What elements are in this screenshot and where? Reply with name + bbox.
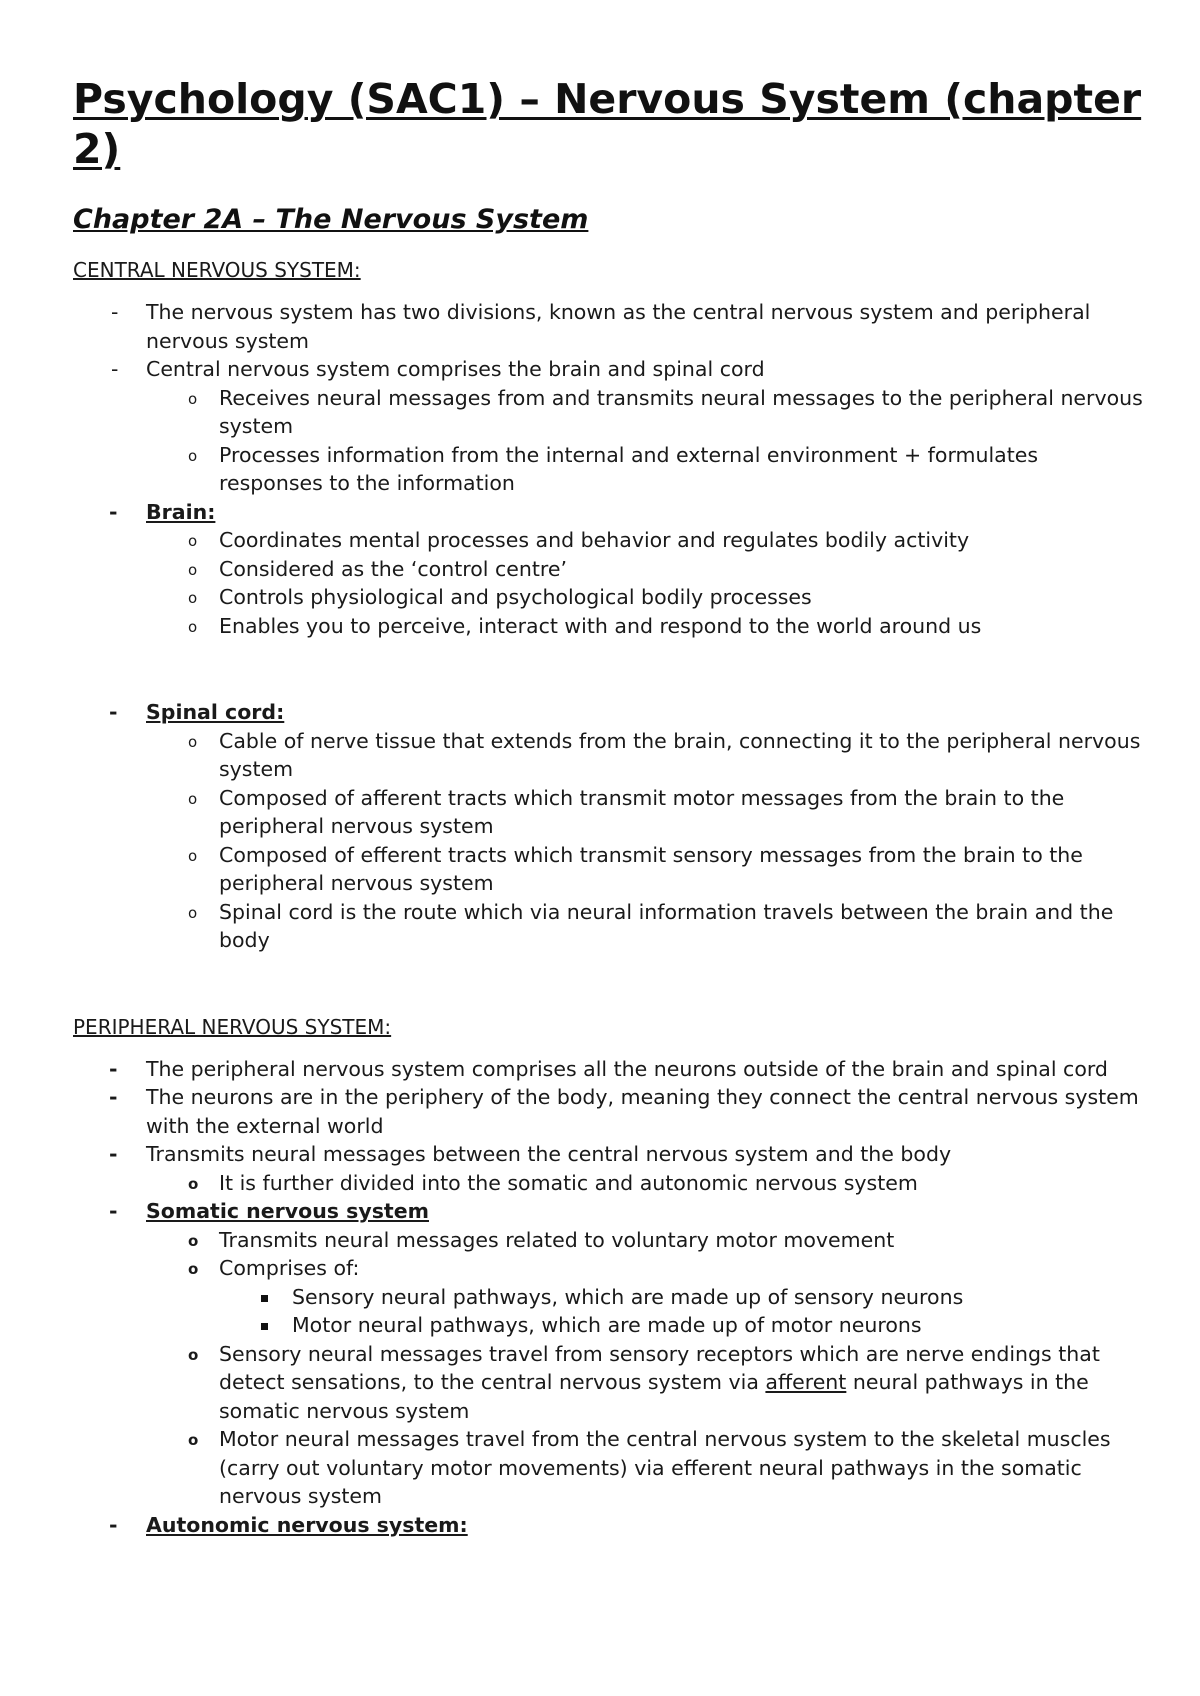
sublist-item: o Enables you to perceive, interact with and respond to the world around us: [146, 612, 1143, 641]
circle-bullet-icon: o: [188, 589, 198, 607]
sublist-item: o Comprises of: Sensory neural pathways, which are made up of sensory neurons Motor neural pathways, which are made up of motor neurons: [146, 1254, 1143, 1340]
list-item: - Central nervous system comprises the brain and spinal cord o Receives neural messages from and transmits neural messages to the peripheral nervous system o Processes information from the internal and external environment + formulates responses to the information: [73, 355, 1143, 498]
circle-bullet-icon: o: [188, 1174, 199, 1193]
sublist: [146, 1169, 1143, 1198]
list-item: - The neurons are in the periphery of the body, meaning they connect the central nervous system with the external world: [109, 1085, 1139, 1138]
sublist-item: o Motor neural messages travel from the central nervous system to the skeletal muscles (carry out voluntary motor movements) via efferent neural pathways in the somatic nervous system: [188, 1427, 1111, 1508]
sublist-item: o Composed of afferent tracts which transmit motor messages from the brain to the peripheral nervous system: [188, 785, 1065, 838]
circle-bullet-icon: o: [188, 446, 198, 465]
autonomic-label: Autonomic nervous system:: [146, 1512, 468, 1537]
list-item: [73, 698, 1143, 955]
circle-bullet-icon: o: [188, 532, 198, 550]
chapter-heading: Chapter 2A – The Nervous System: [73, 204, 589, 235]
brain-label: Brain:: [146, 499, 216, 524]
cns-list: [73, 298, 1143, 955]
list-item: - Transmits neural messages between the central nervous system and the body o It is further divided into the somatic and autonomic nervous system: [73, 1140, 1143, 1197]
sublist: [146, 384, 1143, 498]
spinal-cord-label: Spinal cord:: [146, 700, 285, 724]
dash-marker: -: [111, 300, 119, 324]
sublist-item: o Considered as the ‘control centre’: [146, 555, 1143, 584]
dash-marker: -: [109, 1512, 118, 1537]
circle-bullet-icon: o: [188, 1260, 199, 1278]
dash-marker: -: [109, 1199, 118, 1223]
spacer: [73, 640, 1143, 698]
sublist: [146, 1226, 1143, 1511]
dash-marker: -: [109, 499, 118, 524]
sublist-item: o Composed of efferent tracts which transmit sensory messages from the brain to the peripheral nervous system: [188, 842, 1083, 895]
sublist-item: o Transmits neural messages related to voluntary motor movement: [146, 1226, 1143, 1255]
sublist: [146, 526, 1143, 640]
list-item: [73, 498, 1143, 641]
pns-list: [73, 1055, 1143, 1540]
sublist: [146, 727, 1143, 955]
list-item: [73, 1197, 1143, 1511]
sublist-item: o Sensory neural messages travel from sensory receptors which are nerve endings that detect sensations, to the central nervous system via afferent neural pathways in the somatic nervous system: [188, 1341, 1100, 1423]
sublist-item: o Coordinates mental processes and behavior and regulates bodily activity: [146, 526, 1143, 555]
circle-bullet-icon: o: [188, 1231, 199, 1250]
circle-bullet-icon: o: [188, 1431, 199, 1449]
sub-sublist-item: Motor neural pathways, which are made up of motor neurons: [219, 1311, 1143, 1340]
dash-marker: -: [109, 1056, 118, 1081]
list-item: - The peripheral nervous system comprises all the neurons outside of the brain and spinal cord: [73, 1055, 1143, 1084]
circle-bullet-icon: o: [188, 903, 198, 922]
document-page: [73, 60, 1143, 1539]
circle-bullet-icon: o: [188, 1345, 199, 1364]
circle-bullet-icon: o: [188, 846, 198, 865]
cns-heading: CENTRAL NERVOUS SYSTEM:: [73, 258, 361, 282]
circle-bullet-icon: o: [188, 389, 198, 408]
sublist-item: o Processes information from the internal and external environment + formulates responses to the information: [188, 442, 1039, 495]
square-bullet-icon: [261, 1323, 268, 1330]
circle-bullet-icon: o: [188, 732, 198, 751]
list-item: [73, 1511, 1143, 1540]
list-item: - The nervous system has two divisions, known as the central nervous system and peripheral nervous system: [111, 300, 1091, 353]
square-bullet-icon: [261, 1295, 268, 1302]
dash-marker: -: [109, 700, 118, 724]
circle-bullet-icon: o: [188, 617, 198, 636]
dash-marker: -: [109, 1085, 118, 1109]
dash-marker: -: [109, 1142, 118, 1166]
document-title: Psychology (SAC1) – Nervous System (chapter 2): [73, 75, 1142, 173]
sublist-item: o Receives neural messages from and transmits neural messages to the peripheral nervous system: [188, 385, 1143, 438]
circle-bullet-icon: o: [188, 560, 198, 579]
afferent-underlined: afferent: [765, 1370, 847, 1394]
sublist-item: o Cable of nerve tissue that extends from the brain, connecting it to the peripheral nervous system: [188, 728, 1141, 781]
somatic-label: Somatic nervous system: [146, 1199, 429, 1223]
sub-sublist-item: Sensory neural pathways, which are made up of sensory neurons: [219, 1283, 1143, 1312]
dash-marker: -: [111, 357, 119, 381]
sub-sublist: [219, 1283, 1143, 1340]
circle-bullet-icon: o: [188, 789, 198, 808]
pns-heading: PERIPHERAL NERVOUS SYSTEM:: [73, 1014, 392, 1039]
sublist-item: o It is further divided into the somatic and autonomic nervous system: [146, 1169, 1143, 1198]
sublist-item: o Controls physiological and psychological bodily processes: [146, 583, 1143, 612]
sublist-item: o Spinal cord is the route which via neural information travels between the brain and the body: [188, 899, 1114, 952]
